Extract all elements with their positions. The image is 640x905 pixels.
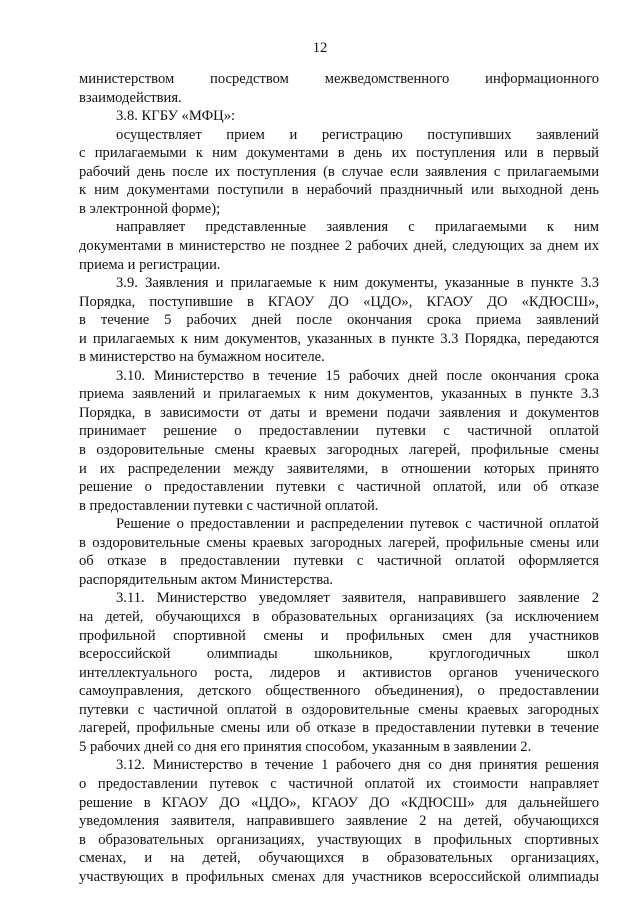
- text-line: Порядка, поступившие в КГАОУ ДО «ЦДО», КГАОУ ДО «КДЮСШ»,: [79, 293, 599, 310]
- text-line: путевки с частичной оплатой в оздоровительные смены краевых загородных: [79, 701, 599, 718]
- text-line: в оздоровительные смены краевых загородных лагерей, профильные смены: [79, 442, 599, 458]
- text-line: министерством посредством межведомственного информационного: [79, 71, 599, 87]
- text-line: в течение 5 рабочих дней после окончания срока приема заявлений: [79, 312, 599, 329]
- text-line: 5 рабочих дней со дня его принятия способом, указанным в заявлении 2.: [79, 738, 532, 755]
- text-line: к ним документами поступили в нерабочий праздничный или выходной день: [79, 182, 599, 199]
- text-line: на детей, обучающихся в образовательных организациях (за исключением: [79, 609, 599, 625]
- text-line: 3.8. КГБУ «МФЦ»:: [116, 108, 236, 125]
- text-line: Решение о предоставлении и распределении путевок с частичной оплатой: [116, 516, 599, 533]
- text-line: Порядка, в зависимости от даты и времени подачи заявления и документов: [79, 404, 599, 421]
- text-line: и прилагаемых к ним документов, указанных в пункте 3.3 Порядка, передаются: [79, 330, 599, 347]
- text-line: в электронной форме);: [79, 200, 221, 217]
- text-line: с прилагаемыми к ним документами в день их поступления или в первый: [79, 145, 599, 162]
- text-line: лагерей, профильные смены или об отказе в предоставлении путевки в течение: [79, 720, 599, 737]
- text-line: направляет представленные заявления с прилагаемыми к ним: [116, 219, 599, 236]
- text-line: интеллектуального роста, лидеров и активистов органов ученического: [79, 664, 599, 681]
- text-line: распорядительным актом Министерства.: [79, 571, 334, 588]
- text-line: уведомления заявителя, направившего заявление 2 на детей, обучающихся: [79, 813, 599, 829]
- text-line: осуществляет прием и регистрацию поступивших заявлений: [116, 126, 599, 143]
- text-line: взаимодействия.: [79, 89, 182, 106]
- text-line: профильной спортивной смены и профильных смен для участников: [79, 627, 599, 644]
- text-line: сменах, и на детей, обучающихся в образовательных организациях,: [79, 850, 599, 867]
- text-line: решение о предоставлении путевки с частичной оплатой, или об отказе: [79, 479, 599, 496]
- text-line: 3.12. Министерство в течение 1 рабочего дня со дня принятия решения: [116, 757, 599, 774]
- text-line: самоуправления, детского общественного объединения), о предоставлении: [79, 683, 599, 700]
- text-line: 3.11. Министерство уведомляет заявителя, направившего заявление 2: [116, 590, 599, 607]
- text-line: приема заявлений и прилагаемых к ним документов, указанных в пункте 3.3: [79, 386, 599, 403]
- text-line: в предоставлении путевки с частичной оплатой.: [79, 497, 379, 514]
- text-line: в оздоровительные смены краевых загородных лагерей, профильные смены или: [79, 534, 599, 551]
- text-line: об отказе в предоставлении путевки с частичной оплатой оформляется: [79, 553, 599, 570]
- text-line: 3.9. Заявления и прилагаемые к ним документы, указанные в пункте 3.3: [116, 275, 599, 292]
- text-line: всероссийской олимпиады школьников, круглогодичных школ: [79, 646, 599, 663]
- page-number: 12: [312, 40, 328, 56]
- text-line: участвующих в профильных сменах для участников всероссийской олимпиады: [79, 868, 599, 885]
- text-line: 3.10. Министерство в течение 15 рабочих дней после окончания срока: [116, 367, 599, 384]
- text-line: принимает решение о предоставлении путевки с частичной оплатой: [79, 423, 599, 440]
- text-line: решение в КГАОУ ДО «ЦДО», КГАОУ ДО «КДЮСШ» для дальнейшего: [79, 794, 599, 811]
- text-line: о предоставлении путевок с частичной оплатой их стоимости направляет: [79, 775, 599, 792]
- text-line: и их распределении между заявителями, в отношении которых принято: [79, 460, 599, 477]
- text-line: в образовательных организациях, участвующих в профильных спортивных: [79, 831, 599, 848]
- text-line: приема и регистрации.: [79, 256, 221, 273]
- text-line: документами в министерство не позднее 2 рабочих дней, следующих за днем их: [79, 238, 599, 254]
- text-line: в министерство на бумажном носителе.: [79, 349, 325, 366]
- text-line: рабочий день после их поступления (в случае если заявления с прилагаемыми: [79, 163, 599, 180]
